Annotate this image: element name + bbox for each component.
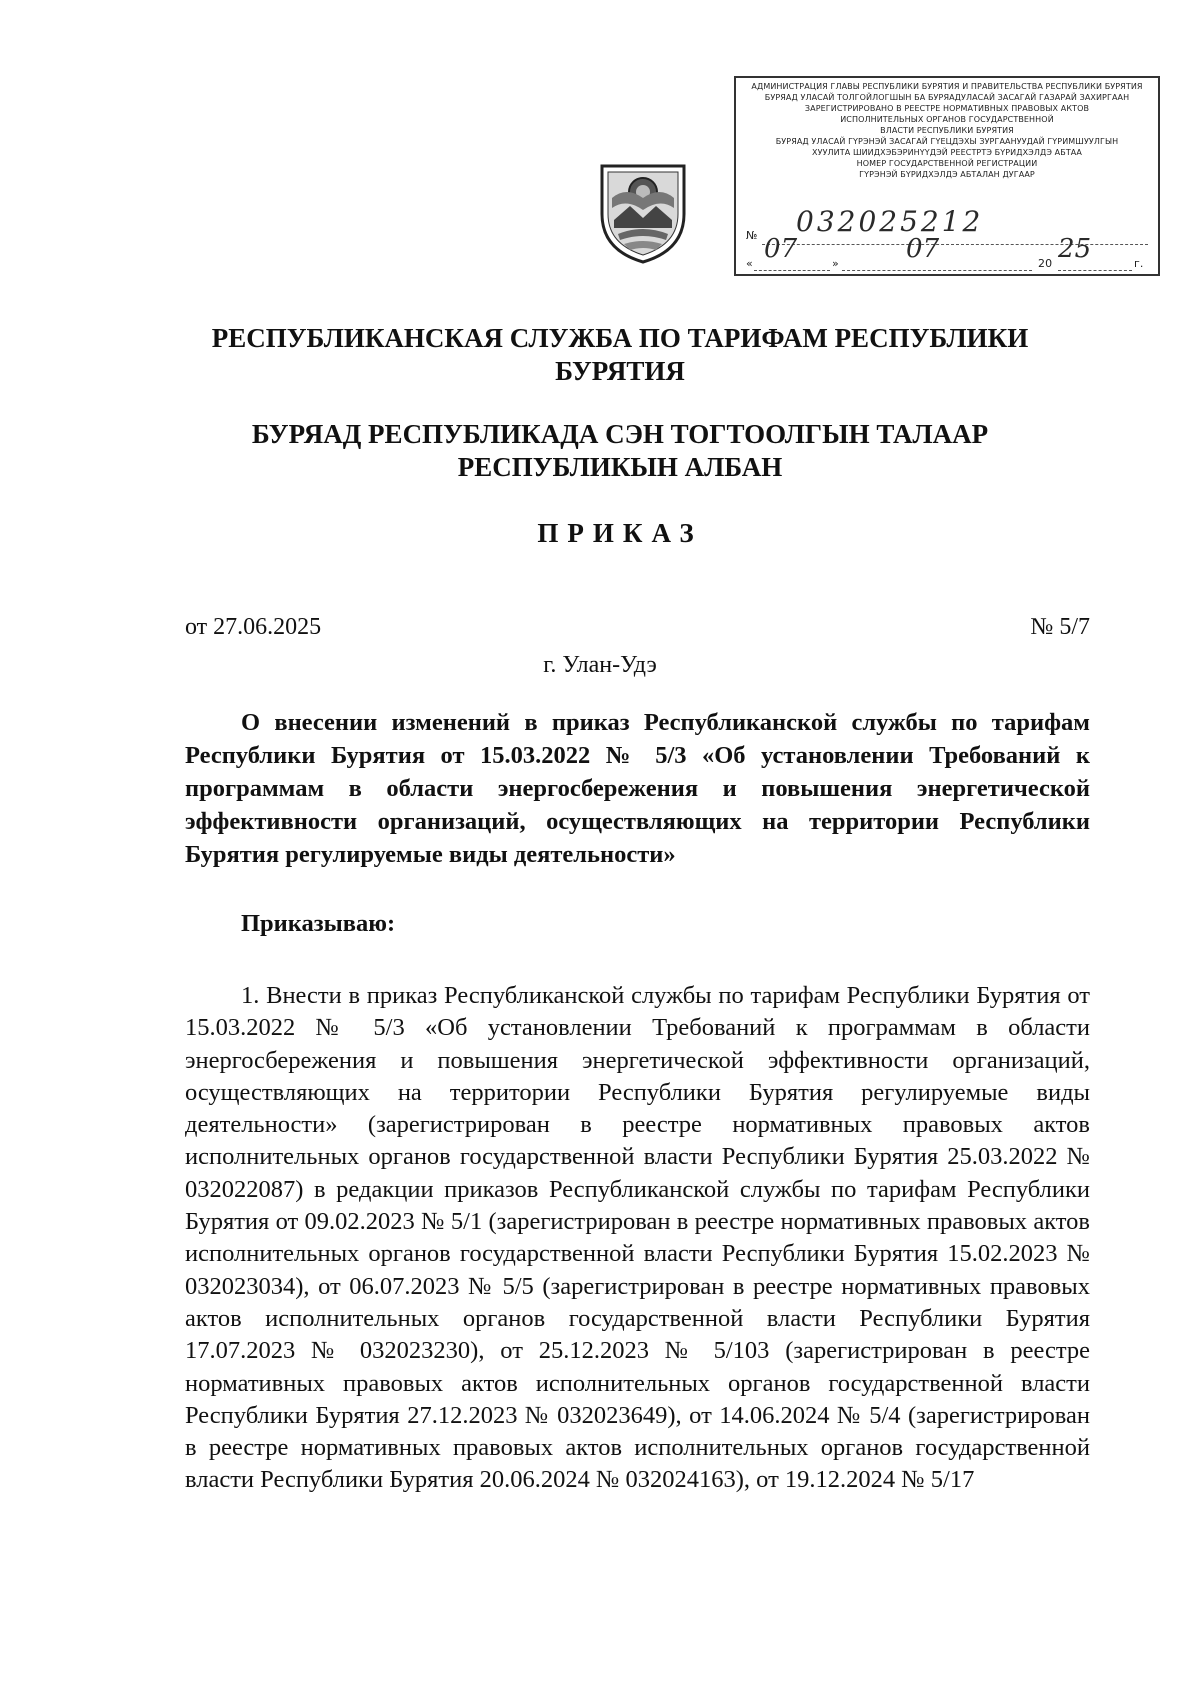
stamp-number-label: № bbox=[746, 229, 758, 242]
stamp-line: ЗАРЕГИСТРИРОВАНО В РЕЕСТРЕ НОРМАТИВНЫХ ПРАВОВЫХ АКТОВ bbox=[804, 104, 1090, 113]
order-directive: Приказываю: bbox=[241, 910, 396, 937]
stamp-line: БУРЯАД УЛАСАЙ ТОЛГОЙЛОГШЫН БА БУРЯАДУЛАСАЙ ЗАСАГАЙ ГАЗАРАЙ ЗАХИРГААН bbox=[764, 93, 1130, 102]
order-date: от 27.06.2025 bbox=[185, 614, 322, 640]
stamp-line: ИСПОЛНИТЕЛЬНЫХ ОРГАНОВ ГОСУДАРСТВЕННОЙ bbox=[840, 115, 1054, 124]
registration-stamp bbox=[734, 76, 1160, 276]
document-type-title: ПРИКАЗ bbox=[537, 518, 703, 548]
stamp-line: БУРЯАД УЛАСАЙ ГҮРЭНЭЙ ЗАСАГАЙ ГҮЕЦДЭХЫ ЗУРГААНУУДАЙ ГҮРИМШУУЛГЫН bbox=[775, 137, 1119, 146]
buryatia-coat-of-arms-icon bbox=[596, 158, 690, 266]
stamp-line: НОМЕР ГОСУДАРСТВЕННОЙ РЕГИСТРАЦИИ bbox=[856, 159, 1038, 168]
stamp-line: АДМИНИСТРАЦИЯ ГЛАВЫ РЕСПУБЛИКИ БУРЯТИЯ И ПРАВИТЕЛЬСТВА РЕСПУБЛИКИ БУРЯТИЯ bbox=[751, 82, 1143, 91]
organization-name-ru: РЕСПУБЛИКАНСКАЯ СЛУЖБА ПО ТАРИФАМ РЕСПУБЛИКИ БУРЯТИЯ bbox=[211, 323, 1029, 386]
order-number: № 5/7 bbox=[1030, 614, 1090, 640]
stamp-line: ГҮРЭНЭЙ БҮРИДХЭЛДЭ АБТАЛАН ДУГААР bbox=[859, 170, 1035, 179]
organization-name-bua: БУРЯАД РЕСПУБЛИКАДА СЭН ТОГТООЛГЫН ТАЛААР РЕСПУБЛИКЫН АЛБАН bbox=[251, 419, 989, 482]
stamp-quote-open: « bbox=[746, 257, 753, 270]
stamp-day: 07 bbox=[764, 234, 798, 264]
stamp-quote-close: » bbox=[832, 257, 839, 270]
stamp-line: ВЛАСТИ РЕСПУБЛИКИ БУРЯТИЯ bbox=[880, 126, 1014, 135]
stamp-year-prefix: 20 bbox=[1038, 257, 1053, 270]
stamp-number-value: 032025212 bbox=[796, 205, 984, 238]
order-subject: О внесении изменений в приказ Республиканской службы по тарифам Республики Бурятия от 15.03.2022 № 5/3 «Об установлении Требований к программам в области энергосбережения и повышения энергетической эффективности организаций, осуществляющих на территории Республики Бурятия регулируемые виды деятельности» bbox=[185, 709, 1090, 868]
stamp-year-unit: г. bbox=[1134, 257, 1144, 270]
paragraph-1: 1. Внести в приказ Республиканской службы по тарифам Республики Бурятия от 15.03.2022 № 5/3 «Об установлении Требований к программам в области энергосбережения и повышения энергетической эффективности организаций, осуществляющих на территории Республики Бурятия регулируемые виды деятельности» (зарегистрирован в реестре нормативных правовых актов исполнительных органов государственной власти Республики Бурятия 25.03.2022 № 032022087) в редакции приказов Республиканской службы по тарифам Республики Бурятия от 09.02.2023 № 5/1 (зарегистрирован в реестре нормативных правовых актов исполнительных органов государственной власти Республики Бурятия 15.02.2023 № 032023034), от 06.07.2023 № 5/5 (зарегистрирован в реестре нормативных правовых актов исполнительных органов государственной власти Республики Бурятия 17.07.2023 № 032023230), от 25.12.2023 № 5/103 (зарегистрирован в реестре нормативных правовых актов исполнительных органов государственной власти Республики Бурятия 27.12.2023 № 032023649), от 14.06.2024 № 5/4 (зарегистрирован в реестре нормативных правовых актов исполнительных органов государственной власти Республики Бурятия 20.06.2024 № 032024163), от 19.12.2024 № 5/17 bbox=[185, 982, 1090, 1494]
order-city: г. Улан-Удэ bbox=[543, 652, 657, 678]
stamp-line: ХУУЛИТА ШИИДХЭБЭРИНҮҮДЭЙ РЕЕСТРТЭ БҮРИДХЭЛДЭ АБТАА bbox=[812, 148, 1082, 157]
stamp-year-suffix: 25 bbox=[1058, 234, 1092, 264]
stamp-month: 07 bbox=[906, 234, 940, 264]
